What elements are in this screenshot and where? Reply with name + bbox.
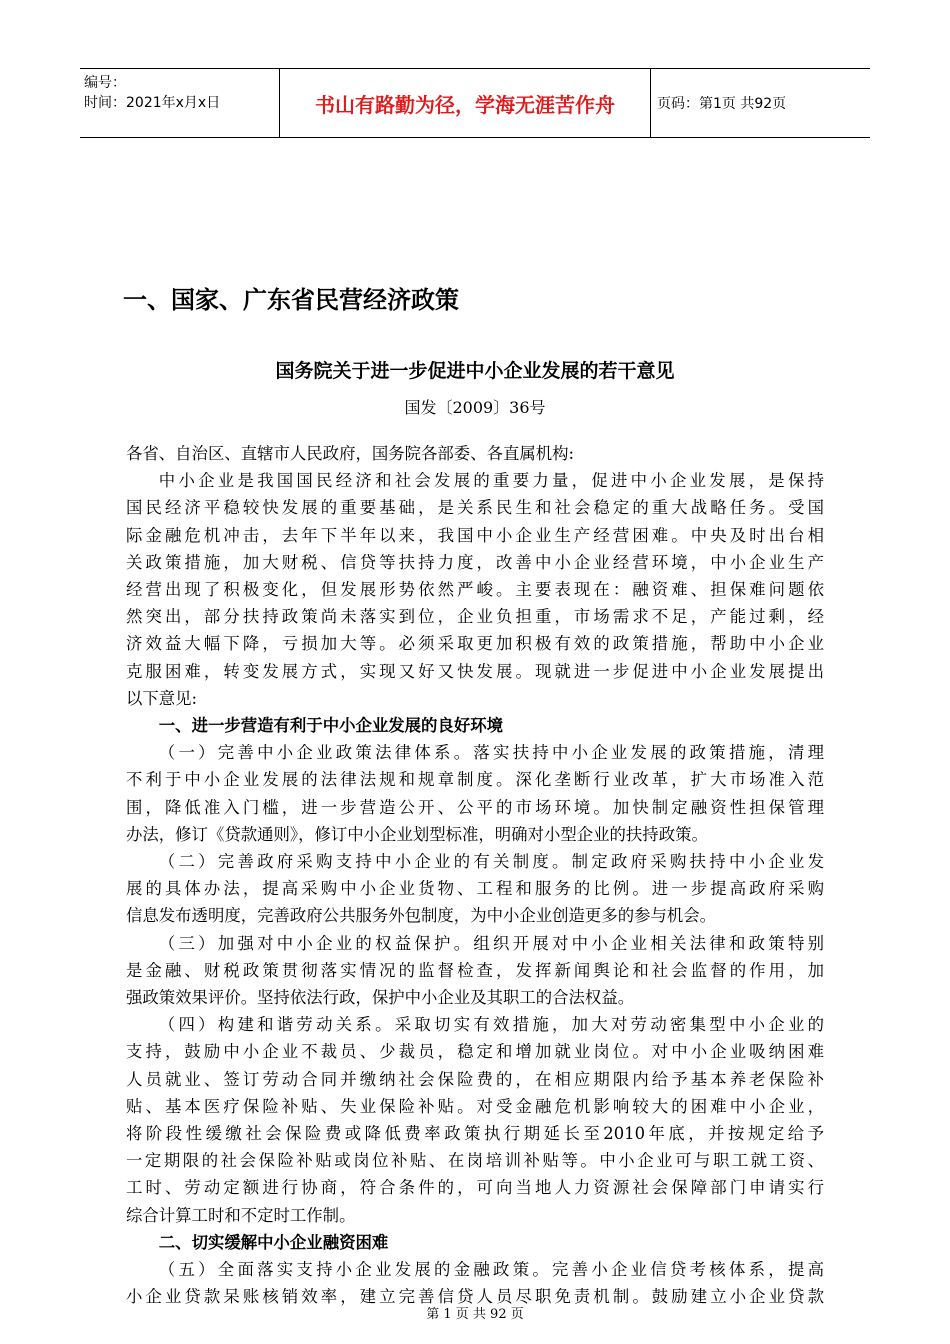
body-line: 工时、劳动定额进行协商，符合条件的，可向当地人力资源社会保障部门申请实行 <box>126 1178 824 1198</box>
body-line: 办法，修订《贷款通则》，修订中小企业划型标准，明确对小型企业的扶持政策。 <box>126 824 708 844</box>
addressee-line: 各省、自治区、直辖市人民政府，国务院各部委、各直属机构: <box>126 444 575 463</box>
body-line: 综合计算工时和不定时工作制。 <box>126 1205 356 1225</box>
section-heading: 二、切实缓解中小企业融资困难 <box>158 1232 389 1252</box>
body-line: 经营出现了积极变化，但发展形势依然严峻。主要表现在：融资难、担保难问题依 <box>126 580 824 600</box>
body-line: 人员就业、签订劳动合同并缴纳社会保险费的，在相应期限内给予基本养老保险补 <box>126 1069 824 1089</box>
body-line: （二）完善政府采购支持中小企业的有关制度。制定政府采购扶持中小企业发 <box>158 852 824 872</box>
body-line: 然突出，部分扶持政策尚未落实到位，企业负担重，市场需求不足，产能过剩，经 <box>126 607 824 627</box>
body-line: 以下意见: <box>126 688 198 708</box>
body-line: 关政策措施，加大财税、信贷等扶持力度，改善中小企业经营环境，中小企业生产 <box>126 552 824 572</box>
document-body <box>126 440 824 1311</box>
body-line: 将阶段性缓缴社会保险费或降低费率政策执行期延长至2010年底，并按规定给予 <box>126 1124 824 1144</box>
time-label: 时间：2021年x月x日 <box>84 95 221 111</box>
body-line: 一定期限的社会保险补贴或岗位补贴、在岗培训补贴等。中小企业可与职工就工资、 <box>126 1151 824 1171</box>
body-line: 支持，鼓励中小企业不裁员、少裁员，稳定和增加就业岗位。对中小企业吸纳困难 <box>126 1042 824 1062</box>
body-line: 围，降低准入门槛，进一步营造公开、公平的市场环境。加快制定融资性担保管理 <box>126 797 824 817</box>
motto: 书山有路勤为径，学海无涯苦作舟 <box>280 69 651 137</box>
body-line: （四）构建和谐劳动关系。采取切实有效措施，加大对劳动密集型中小企业的 <box>158 1015 824 1035</box>
page-info: 页码：第1页 共92页 <box>657 96 787 112</box>
section-heading: 一、进一步营造有利于中小企业发展的良好环境 <box>158 716 503 736</box>
body-line: 不利于中小企业发展的法律法规和规章制度。深化垄断行业改革，扩大市场准入范 <box>126 770 824 790</box>
page-header <box>80 68 870 138</box>
number-label: 编号： <box>84 75 126 91</box>
body-line: 信息发布透明度，完善政府公共服务外包制度，为中小企业创造更多的参与机会。 <box>126 906 717 926</box>
body-line: （一）完善中小企业政策法律体系。落实扶持中小企业发展的政策措施，清理 <box>158 743 824 763</box>
body-line: 中小企业是我国国民经济和社会发展的重要力量，促进中小企业发展，是保持 <box>158 471 824 491</box>
section-title: 一、国家、广东省民营经济政策 <box>123 286 459 314</box>
body-line: （五）全面落实支持小企业发展的金融政策。完善小企业信贷考核体系，提高 <box>158 1260 824 1280</box>
body-line: （三）加强对中小企业的权益保护。组织开展对中小企业相关法律和政策特别 <box>158 933 824 953</box>
body-line: 国民经济平稳较快发展的重要基础，是关系民生和社会稳定的重大战略任务。受国 <box>126 498 824 518</box>
body-line: 克服困难，转变发展方式，实现又好又快发展。现就进一步促进中小企业发展提出 <box>126 661 824 681</box>
body-line: 强政策效果评价。坚持依法行政，保护中小企业及其职工的合法权益。 <box>126 988 635 1008</box>
body-line: 小企业贷款呆账核销效率，建立完善信贷人员尽职免责机制。鼓励建立小企业贷款 <box>126 1287 824 1307</box>
body-line: 济效益大幅下降，亏损加大等。必须采取更加积极有效的政策措施，帮助中小企业 <box>126 634 824 654</box>
body-line: 是金融、财税政策贯彻落实情况的监督检查，发挥新闻舆论和社会监督的作用，加 <box>126 960 824 980</box>
document-title: 国务院关于进一步促进中小企业发展的若干意见 <box>275 360 675 382</box>
document-number: 国发〔2009〕36号 <box>404 398 546 417</box>
page-footer: 第 1 页 共 92 页 <box>426 1307 524 1322</box>
body-line: 贴、基本医疗保险补贴、失业保险补贴。对受金融危机影响较大的困难中小企业， <box>126 1096 824 1116</box>
header-left-cell <box>80 69 280 137</box>
body-line: 际金融危机冲击，去年下半年以来，我国中小企业生产经营困难。中央及时出台相 <box>126 525 824 545</box>
body-line: 展的具体办法，提高采购中小企业货物、工程和服务的比例。进一步提高政府采购 <box>126 879 824 899</box>
